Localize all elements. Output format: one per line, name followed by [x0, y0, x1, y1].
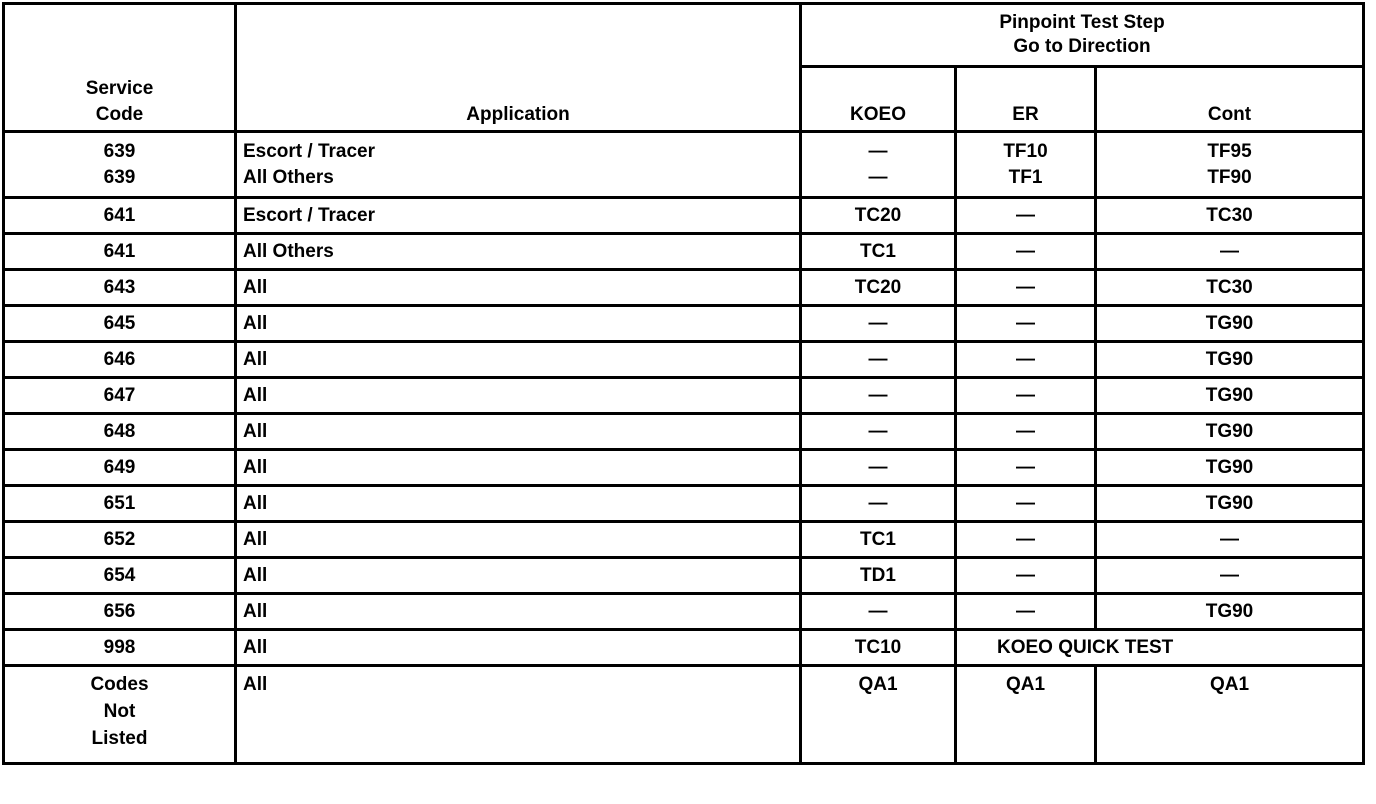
cont-step: TG90 — [1096, 378, 1364, 414]
table-row — [4, 522, 1364, 558]
er-step: — — [956, 558, 1096, 594]
er-step: TF1 — [1008, 166, 1043, 188]
koeo-step: TD1 — [801, 558, 956, 594]
table-row — [4, 594, 1364, 630]
koeo-quick-test-cell: KOEO QUICK TEST — [956, 630, 1364, 666]
application: All — [236, 306, 801, 342]
cont-step: TG90 — [1096, 450, 1364, 486]
koeo-step: TC20 — [801, 270, 956, 306]
application: All — [236, 594, 801, 630]
er-step: — — [956, 378, 1096, 414]
service-code: 648 — [4, 414, 236, 450]
er-step: — — [956, 486, 1096, 522]
header-service-code — [4, 4, 236, 132]
table-row — [4, 450, 1364, 486]
application: All Others — [243, 166, 334, 188]
cont-step: TC30 — [1096, 198, 1364, 234]
header-er: ER — [956, 67, 1096, 132]
service-code-cell — [4, 666, 236, 764]
service-code: 998 — [4, 630, 236, 666]
table-row — [4, 198, 1364, 234]
cont-step: — — [1096, 234, 1364, 270]
er-step: QA1 — [956, 666, 1096, 764]
er-step: — — [956, 414, 1096, 450]
koeo-step: — — [868, 166, 888, 188]
table-row — [4, 558, 1364, 594]
service-code: 639 — [103, 140, 136, 162]
application: All — [236, 522, 801, 558]
koeo-step: — — [868, 140, 888, 162]
service-code: 652 — [4, 522, 236, 558]
cont-step: TF95 — [1207, 140, 1252, 162]
koeo-step: — — [801, 486, 956, 522]
service-code: 649 — [4, 450, 236, 486]
service-code: 639 — [103, 166, 136, 188]
koeo-step: TC1 — [801, 522, 956, 558]
cont-step: — — [1096, 522, 1364, 558]
service-code: 646 — [4, 342, 236, 378]
service-code: Not — [103, 701, 136, 722]
er-step: — — [956, 270, 1096, 306]
header-service-code-line1: Service — [85, 78, 154, 99]
er-step: — — [956, 306, 1096, 342]
cont-step: TG90 — [1096, 414, 1364, 450]
table-row — [4, 132, 1364, 198]
cont-step: TG90 — [1096, 486, 1364, 522]
service-code-table — [2, 2, 1365, 765]
service-code: 641 — [4, 234, 236, 270]
table-row — [4, 342, 1364, 378]
table-row — [4, 630, 1364, 666]
koeo-step: — — [801, 450, 956, 486]
koeo-step: — — [801, 594, 956, 630]
koeo-step: QA1 — [801, 666, 956, 764]
cont-cell — [1096, 132, 1364, 198]
koeo-cell — [801, 132, 956, 198]
application: All — [236, 342, 801, 378]
cont-step: — — [1096, 558, 1364, 594]
service-code: 656 — [4, 594, 236, 630]
table-row — [4, 378, 1364, 414]
table-row — [4, 666, 1364, 764]
service-code: 651 — [4, 486, 236, 522]
header-koeo: KOEO — [801, 67, 956, 132]
koeo-step: — — [801, 306, 956, 342]
application: All — [236, 450, 801, 486]
header-pinpoint-group — [801, 4, 1364, 67]
er-step: — — [956, 234, 1096, 270]
application: All Others — [236, 234, 801, 270]
service-code: Codes — [90, 674, 149, 695]
service-code: 645 — [4, 306, 236, 342]
table-row — [4, 414, 1364, 450]
table-row — [4, 306, 1364, 342]
er-cell — [956, 132, 1096, 198]
cont-step: TG90 — [1096, 306, 1364, 342]
service-code: 647 — [4, 378, 236, 414]
application: All — [236, 630, 801, 666]
application: Escort / Tracer — [243, 140, 376, 162]
service-code: 641 — [4, 198, 236, 234]
er-step: — — [956, 522, 1096, 558]
er-step: — — [956, 342, 1096, 378]
er-step: — — [956, 450, 1096, 486]
document-page — [2, 2, 1365, 765]
er-step: — — [956, 594, 1096, 630]
header-pinpoint-line2: Go to Direction — [1013, 36, 1151, 57]
cont-step: TC30 — [1096, 270, 1364, 306]
koeo-step: — — [801, 414, 956, 450]
application: All — [236, 270, 801, 306]
cont-step: TG90 — [1096, 594, 1364, 630]
application: Escort / Tracer — [236, 198, 801, 234]
header-service-code-line2: Code — [95, 104, 144, 125]
cont-step: TG90 — [1096, 342, 1364, 378]
koeo-step: TC1 — [801, 234, 956, 270]
application: All — [236, 486, 801, 522]
service-code-cell — [4, 132, 236, 198]
table-row — [4, 270, 1364, 306]
application: All — [236, 558, 801, 594]
service-code: 643 — [4, 270, 236, 306]
cont-step: QA1 — [1096, 666, 1364, 764]
service-code: 654 — [4, 558, 236, 594]
er-step: — — [956, 198, 1096, 234]
application: All — [236, 378, 801, 414]
koeo-step: — — [801, 378, 956, 414]
application: All — [236, 414, 801, 450]
koeo-step: — — [801, 342, 956, 378]
koeo-step: TC20 — [801, 198, 956, 234]
header-pinpoint-line1: Pinpoint Test Step — [999, 12, 1165, 33]
table-row — [4, 234, 1364, 270]
table-row — [4, 486, 1364, 522]
er-step: TF10 — [1003, 140, 1048, 162]
cont-step: TF90 — [1207, 166, 1252, 188]
application: All — [236, 666, 801, 764]
header-cont: Cont — [1096, 67, 1364, 132]
application-cell — [236, 132, 801, 198]
service-code: Listed — [91, 728, 148, 749]
koeo-step: TC10 — [801, 630, 956, 666]
header-application: Application — [236, 4, 801, 132]
table-body — [4, 132, 1364, 764]
